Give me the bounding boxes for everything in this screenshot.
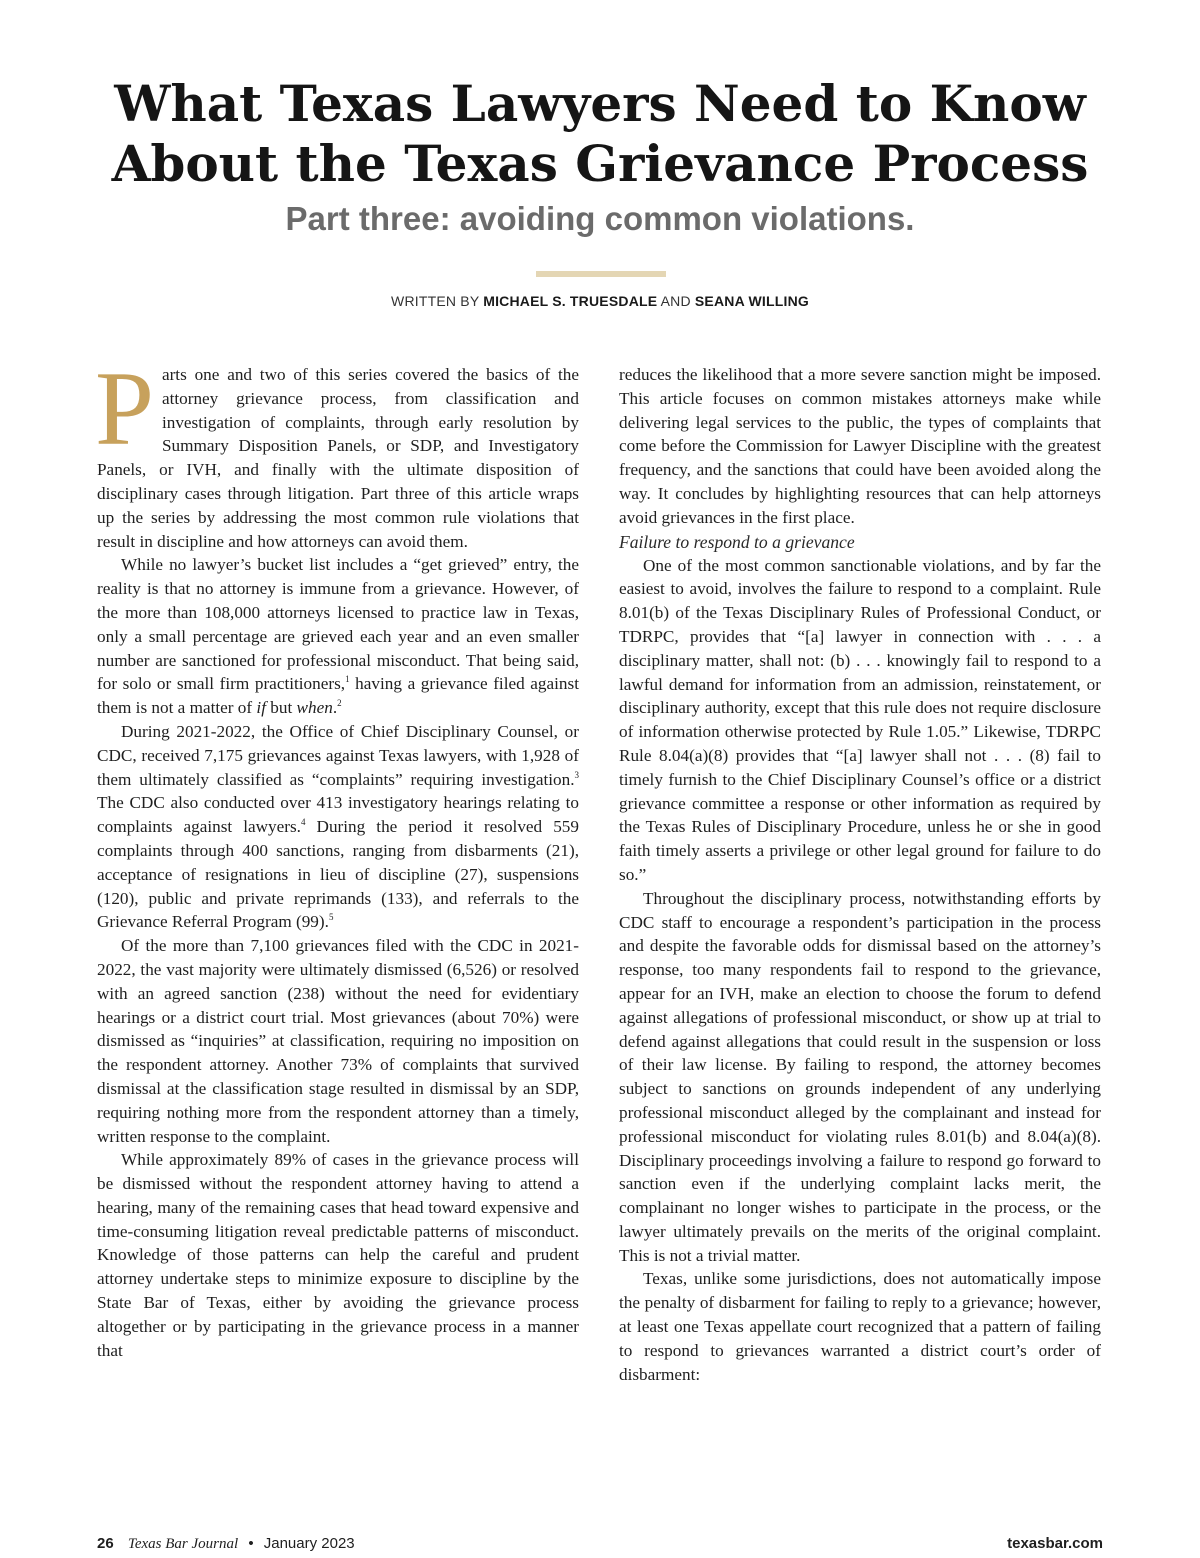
paragraph-text: having a grievance filed against them is not a matter of [97, 674, 579, 718]
paragraph: reduces the likelihood that a more severe sanction might be imposed. This article focuses on common mistakes attorneys make while delivering legal services to the public, the types of complaints that come before the Commission for Lawyer Discipline with the greatest frequency, and the sanctions that could have been avoided along the way. It concludes by highlighting resources that can help attorneys avoid grievances in the first place. [619, 365, 1101, 527]
website-link[interactable]: texasbar.com [1007, 1535, 1103, 1552]
paragraph-text: . [332, 698, 338, 718]
paragraph [97, 720, 579, 934]
paragraph: Texas, unlike some jurisdictions, does not automatically impose the penalty of disbarment for failing to reply to a grievance; however, at least one Texas appellate court recognized that a pattern of failing to respond to grievances warranted a district court’s order of disbarment: [619, 1269, 1101, 1384]
paragraph: Throughout the disciplinary process, notwithstanding efforts by CDC staff to encourage a respondent’s participation in the process and despite the favorable odds for dismissal based on the attorney’s response, too many respondents fail to respond to the grievance, appear for an IVH, make an election to choose the forum to defend against allegations of professional misconduct, or show up at trial to defend against allegations that could result in the suspension or loss of their law license. By failing to respond, the attorney becomes subject to sanctions on grounds independent of any underlying professional misconduct alleged by the complainant and instead for professional misconduct for violating rules 8.01(b) and 8.04(a)(8). Disciplinary proceedings involving a failure to respond go forward to sanction even if the underlying complaint lacks merit, the complainant no longer wishes to participate in the process, or the lawyer ultimately prevails on the merits of the original complaint. This is not a trivial matter. [619, 888, 1101, 1265]
footnote-ref: 2 [337, 698, 342, 709]
paragraph-text: arts one and two of this series covered the basics of the attorney grievance process, from classification and investigation of complaints, through early resolution by Summary Disposition Panels, or SDP, and Investigatory Panels, or IVH, and finally with the ultimate disposition of disciplinary cases through litigation. Part three of this article wraps up the series by addressing the most common rule violations that result in discipline and how attorneys can avoid them. [97, 365, 579, 551]
paragraph-text: During the period it resolved 559 complaints through 400 sanctions, ranging from disbarments (21), acceptance of resignations in lieu of discipline (27), suspensions (120), public and private reprimands (133), and referrals to the Grievance Referral Program (99). [97, 817, 579, 932]
title-line-1: What Texas Lawyers Need to Know [114, 74, 1086, 133]
page-number: 26 [97, 1535, 114, 1552]
byline-prefix: WRITTEN BY [391, 293, 480, 309]
paragraph-text: The CDC also conducted over 413 investigatory hearings relating to complaints against lawyers. [97, 793, 579, 837]
paragraph-text: but [265, 698, 297, 718]
title-line-2: About the Texas Grievance Process [111, 134, 1089, 193]
paragraph: One of the most common sanctionable violations, and by far the easiest to avoid, involves the failure to respond to a complaint. Rule 8.01(b) of the Texas Disciplinary Rules of Professional Conduct, or TDRPC, provides that “[a] lawyer in connection with . . . a disciplinary matter, shall not: (b) . . . knowingly fail to respond to a lawful demand for information from an admission, reinstatement, or disciplinary authority, except that this rule does not require disclosure of information otherwise protected by Rule 1.05.” Likewise, TDRPC Rule 8.04(a)(8) provides that “[a] lawyer shall not . . . (8) fail to timely furnish to the Chief Disciplinary Counsel’s office or a district grievance committee a response or other information as required by the Texas Rules of Disciplinary Procedure, unless he or she in good faith timely asserts a privilege or other legal ground for failure to do so.” [619, 555, 1101, 884]
author-2: SEANA WILLING [694, 293, 809, 309]
paragraph: Of the more than 7,100 grievances filed with the CDC in 2021-2022, the vast majority were ultimately dismissed (6,526) or resolved with an agreed sanction (238) without the need for evidentiary hearings or a district court trial. Most grievances (about 70%) were dismissed as “inquiries” at classification, requiring no imposition on the respondent attorney. Another 73% of complaints that survived dismissal at the classification stage resulted in dismissal by an SDP, requiring nothing more from the respondent attorney than a timely, written response to the complaint. [97, 936, 579, 1146]
paragraph-text: During 2021-2022, the Office of Chief Disciplinary Counsel, or CDC, received 7,175 grievances against Texas lawyers, with 1,928 of them ultimately classified as “complaints” requiring investigation. [97, 721, 579, 789]
byline-and: AND [660, 293, 691, 309]
author-1: MICHAEL S. TRUESDALE [483, 293, 658, 309]
footnote-ref: 3 [574, 769, 579, 780]
paragraph [97, 553, 579, 720]
footnote-ref: 5 [328, 912, 334, 923]
right-column [619, 363, 1101, 1386]
issue-date: January 2023 [263, 1535, 355, 1552]
journal-name: Texas Bar Journal [127, 1536, 239, 1552]
drop-cap: P [95, 350, 154, 467]
paragraph [95, 350, 579, 553]
footnote-ref: 4 [300, 817, 306, 828]
section-subheading: Failure to respond to a grievance [619, 531, 855, 552]
emphasis-if: if [256, 698, 266, 718]
byline [0, 292, 1200, 310]
article-subtitle: Part three: avoiding common violations. [285, 200, 915, 237]
paragraph-text: While no lawyer’s bucket list includes a “get grieved” entry, the reality is that no attorney is immune from a grievance. However, of the more than 108,000 attorneys licensed to practice law in Texas, only a small percentage are grieved each year and an even smaller number are sanctioned for professional misconduct. That being said, for solo or small firm practitioners, [97, 555, 579, 694]
left-column [95, 350, 579, 1362]
article-title [0, 74, 1200, 194]
footnote-ref: 1 [345, 674, 350, 685]
paragraph: While approximately 89% of cases in the grievance process will be dismissed without the respondent attorney having to attend a hearing, many of the remaining cases that head toward expensive and time-consuming litigation reveal predictable patterns of misconduct. Knowledge of those patterns can help the careful and prudent attorney undertake steps to minimize exposure to discipline by the State Bar of Texas, either by avoiding the grievance process altogether or by participating in the grievance process in a manner that [97, 1150, 579, 1360]
page-footer [97, 1532, 1103, 1556]
footer-bullet: • [248, 1535, 254, 1552]
emphasis-when: when [296, 698, 333, 718]
title-divider [536, 271, 666, 277]
